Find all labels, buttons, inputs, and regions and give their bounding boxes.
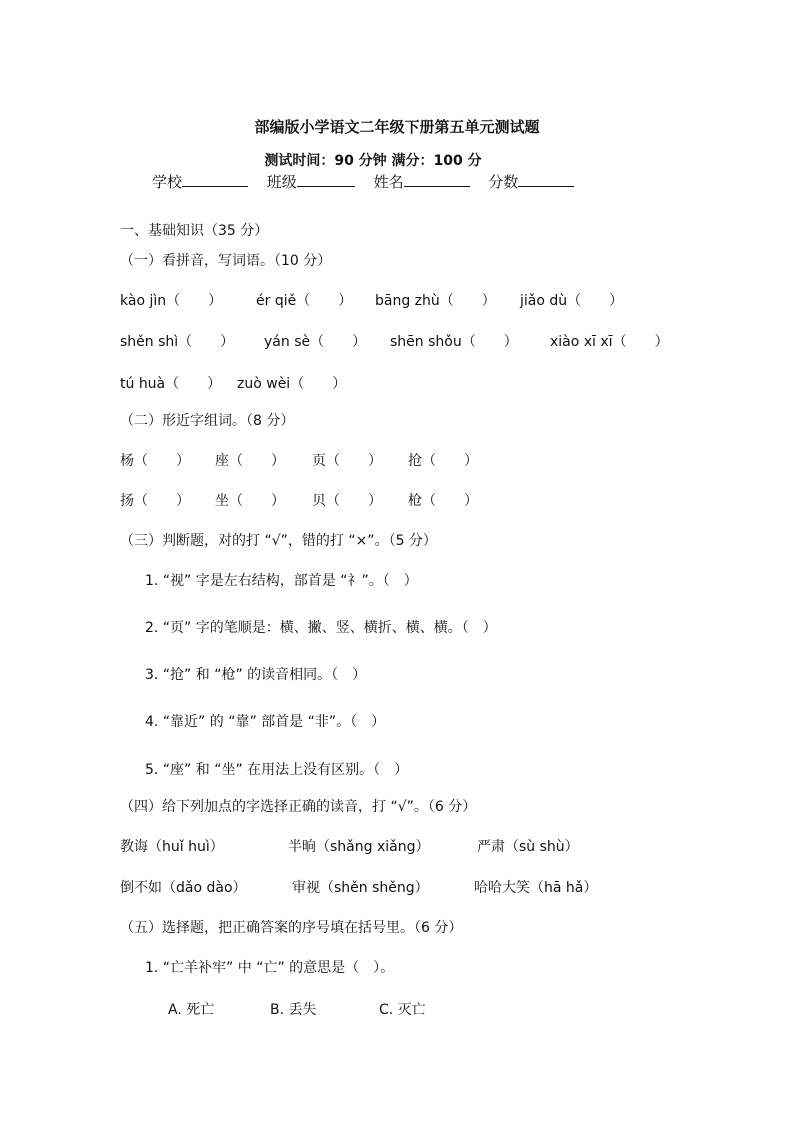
part1-heading: 一、基础知识（35 分）: [120, 223, 269, 239]
choice-option-b: B. 丢失: [270, 1002, 317, 1018]
judge-item: 3. “抢” 和 “枪” 的读音相同。（ ）: [145, 667, 367, 683]
char-item: 抢（ ）: [408, 453, 478, 469]
pinyin-item: jiǎo dù（ ）: [520, 293, 624, 309]
pinyin-item: xiào xī xī（ ）: [550, 334, 669, 350]
char-item: 页（ ）: [312, 453, 382, 469]
choice-option-c: C. 灭亡: [379, 1002, 426, 1018]
char-item: 贝（ ）: [312, 493, 382, 509]
judge-item: 4. “靠近” 的 “靠” 部首是 “非”。（ ）: [145, 714, 386, 730]
pinyin-item: shēn shǒu（ ）: [390, 334, 518, 350]
char-item: 扬（ ）: [120, 493, 190, 509]
section4-heading: （四）给下列加点的字选择正确的读音，打 “√”。（6 分）: [120, 799, 477, 815]
class-blank[interactable]: [297, 172, 355, 187]
pinyin-item: zuò wèi（ ）: [237, 376, 347, 392]
pinyin-item: yán sè（ ）: [264, 334, 367, 350]
pronunciation-item: 哈哈大笑（hā hǎ）: [474, 880, 598, 896]
choice-question: 1. “亡羊补牢” 中 “亡” 的意思是（ ）。: [145, 960, 395, 976]
student-info-row: [152, 171, 588, 192]
pinyin-item: bāng zhù（ ）: [375, 293, 496, 309]
school-blank[interactable]: [182, 172, 248, 187]
pronunciation-item: 审视（shěn shěng）: [292, 880, 429, 896]
section2-heading: （二）形近字组词。（8 分）: [120, 413, 295, 429]
page-title: 部编版小学语文二年级下册第五单元测试题: [254, 118, 540, 136]
judge-item: 2. “页” 字的笔顺是：横、撇、竖、横折、横、横。（ ）: [145, 620, 497, 636]
school-field[interactable]: 学校: [152, 171, 248, 192]
char-item: 坐（ ）: [215, 493, 285, 509]
score-blank[interactable]: [518, 172, 574, 187]
pinyin-item: ér qiě（ ）: [256, 293, 353, 309]
judge-item: 1. “视” 字是左右结构，部首是 “礻”。（ ）: [145, 573, 418, 589]
name-field[interactable]: 姓名: [374, 171, 470, 192]
pronunciation-item: 严肃（sù shù）: [477, 839, 579, 855]
char-item: 杨（ ）: [120, 453, 190, 469]
pronunciation-item: 教诲（huǐ huì）: [120, 839, 224, 855]
char-item: 枪（ ）: [408, 493, 478, 509]
pinyin-item: kào jìn（ ）: [120, 293, 223, 309]
name-blank[interactable]: [404, 172, 470, 187]
char-item: 座（ ）: [215, 453, 285, 469]
section5-heading: （五）选择题，把正确答案的序号填在括号里。（6 分）: [120, 920, 463, 936]
pinyin-item: shěn shì（ ）: [120, 334, 235, 350]
choice-option-a: A. 死亡: [168, 1002, 215, 1018]
class-field[interactable]: 班级: [267, 171, 355, 192]
score-field[interactable]: 分数: [488, 171, 574, 192]
section1-heading: （一）看拼音，写词语。（10 分）: [120, 253, 332, 269]
section3-heading: （三）判断题，对的打 “√”，错的打 “×”。（5 分）: [120, 533, 437, 549]
test-meta: 测试时间：90 分钟 满分：100 分: [264, 153, 482, 169]
pronunciation-item: 倒不如（dǎo dào）: [120, 880, 247, 896]
pronunciation-item: 半晌（shǎng xiǎng）: [288, 839, 430, 855]
judge-item: 5. “座” 和 “坐” 在用法上没有区别。（ ）: [145, 762, 409, 778]
pinyin-item: tú huà（ ）: [120, 376, 222, 392]
